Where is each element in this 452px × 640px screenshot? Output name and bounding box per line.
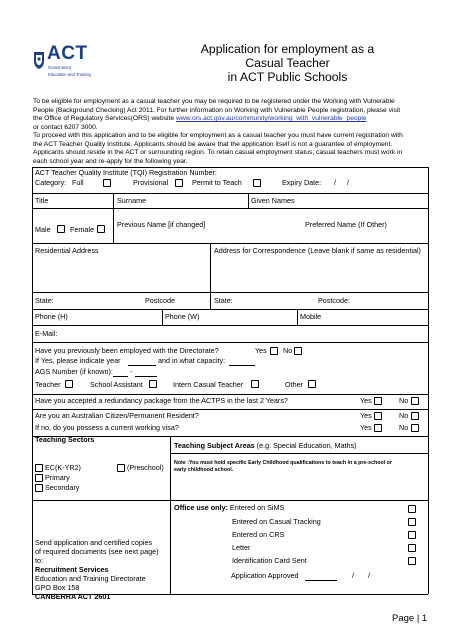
- if-yes-capacity-label: and in what capacity:: [158, 356, 226, 365]
- visa-no-checkbox[interactable]: [411, 424, 419, 432]
- visa-yes-checkbox[interactable]: [374, 424, 382, 432]
- intro-p1-line1: To be eligible for employment as a casual teacher you may be required to be registered under the Working with Vulnerable: [33, 98, 395, 105]
- citizen-question: Are you an Australian Citizen/Permanent Resident?: [35, 411, 199, 420]
- redundancy-yes-checkbox[interactable]: [374, 397, 382, 405]
- previous-employment-yes-label: Yes: [255, 346, 267, 355]
- role-other-checkbox[interactable]: [308, 380, 316, 388]
- teaching-subject-areas-title: [174, 442, 357, 451]
- sector-secondary-label: Secondary: [45, 483, 80, 492]
- approved-slash-1: /: [352, 571, 354, 580]
- page-title-line-2: Casual Teacher: [245, 56, 330, 70]
- intro-p2-line4: each school year and re-apply for the following year.: [33, 157, 188, 165]
- office-sims-checkbox[interactable]: [408, 505, 416, 513]
- early-childhood-note-line2: early childhood school.: [174, 467, 234, 473]
- expiry-slash-2: /: [347, 178, 349, 187]
- office-crs-checkbox[interactable]: [408, 531, 416, 539]
- office-letter-label: Letter: [232, 543, 251, 552]
- correspondence-address-label: Address for Correspondence (Leave blank if same as residential): [214, 246, 421, 255]
- approved-date-fill-line[interactable]: [305, 580, 337, 581]
- category-label: Category:: [35, 178, 67, 187]
- ags-number-label: AGS Number (if known):: [35, 367, 113, 376]
- postcode-label: Postcode: [145, 296, 175, 305]
- if-yes-year-label: If Yes, please indicate year: [35, 356, 121, 365]
- citizen-yes-checkbox[interactable]: [374, 412, 382, 420]
- vsep-title-surname: [113, 193, 114, 243]
- state-2-label: State:: [214, 296, 233, 305]
- send-line-5: Education and Training Directorate: [35, 574, 146, 583]
- redundancy-yes-label: Yes: [360, 396, 372, 405]
- intro-p2-line3: Applicants should reside in the ACT or surrounding region. To retain casual employment status, casual teachers must work in: [33, 149, 403, 156]
- role-school-assistant-checkbox[interactable]: [149, 380, 157, 388]
- role-teacher-checkbox[interactable]: [65, 380, 73, 388]
- role-teacher-label: Teacher: [35, 380, 61, 389]
- office-use-sims-row: [174, 504, 284, 513]
- vsep-phone-2: [297, 309, 298, 325]
- year-fill-line[interactable]: [128, 365, 156, 366]
- send-line-2: of required documents (see next page): [35, 547, 159, 556]
- role-intern-checkbox[interactable]: [251, 380, 259, 388]
- logo-line-government: Government: [48, 65, 72, 70]
- rule-after-employment: [32, 394, 428, 395]
- sector-ec-checkbox[interactable]: [35, 464, 43, 472]
- rule-after-state: [32, 309, 428, 310]
- intro-p1-line3-text: the Office of Regulatory Services(ORS) website: [33, 115, 176, 122]
- tqi-label: ACT Teacher Quality Institute (TQI) Registration Number:: [35, 168, 217, 177]
- teaching-sectors-title: Teaching Sectors: [35, 435, 95, 444]
- capacity-fill-line[interactable]: [229, 365, 255, 366]
- citizen-no-checkbox[interactable]: [411, 412, 419, 420]
- female-label: Female: [70, 225, 94, 234]
- redundancy-no-label: No: [399, 396, 409, 405]
- given-names-field-label: Given Names: [251, 196, 295, 205]
- office-casual-tracking-checkbox[interactable]: [408, 518, 416, 526]
- phone-home-label: Phone (H): [35, 312, 68, 321]
- form-border-right: [428, 167, 429, 594]
- subject-areas-label: Teaching Subject Areas: [174, 441, 255, 450]
- rule-after-names: [32, 243, 428, 244]
- category-permit-checkbox[interactable]: [253, 179, 261, 187]
- visa-yes-label: Yes: [360, 423, 372, 432]
- sector-preschool-checkbox[interactable]: [117, 464, 125, 472]
- office-use-title: Office use only:: [174, 503, 228, 512]
- office-approved-label: Application Approved: [231, 571, 299, 580]
- category-permit-label: Permit to Teach: [192, 178, 242, 187]
- intro-p1-line4: or contact 6207 3000.: [33, 123, 98, 131]
- rule-after-tqi: [32, 193, 428, 194]
- intro-p2-line1: To proceed with this application and to be eligible for employment as a casual teacher you must have current registration with: [33, 132, 403, 139]
- intro-p2-line2: the ACT Teacher Quality Institute. Applicants should be aware that the application itself is not a guarantee of employment.: [33, 140, 393, 148]
- category-provisional-checkbox[interactable]: [175, 179, 183, 187]
- residential-address-label: Residential Address: [35, 246, 99, 255]
- vsep-address: [210, 243, 211, 309]
- office-id-card-checkbox[interactable]: [408, 557, 416, 565]
- email-label: E-Mail:: [35, 329, 58, 338]
- surname-field-label: Surname: [117, 196, 147, 205]
- office-id-card-label: Identification Card Sent: [232, 556, 307, 565]
- female-checkbox[interactable]: [97, 225, 105, 233]
- sector-secondary-checkbox[interactable]: [35, 484, 43, 492]
- form-border-left: [32, 167, 33, 594]
- send-line-3: to:: [35, 556, 43, 565]
- citizen-no-label: No: [399, 411, 409, 420]
- role-intern-label: Intern Casual Teacher: [173, 380, 244, 389]
- phone-work-label: Phone (W): [165, 312, 200, 321]
- logo-line-education: Education and Training: [48, 72, 91, 77]
- ors-website-link[interactable]: www.ors.act.gov.au/community/working_with_vulnerable_people: [175, 115, 367, 122]
- redundancy-question: Have you accepted a redundancy package from the ACTPS in the last 2 Years?: [35, 396, 288, 405]
- expiry-slash-1: /: [334, 178, 336, 187]
- subject-areas-hint: (e.g. Special Education, Maths): [254, 441, 357, 450]
- category-provisional-label: Provisional: [133, 178, 169, 187]
- previous-employment-no-label: No: [283, 346, 293, 355]
- rule-after-address: [32, 292, 428, 293]
- sector-primary-checkbox[interactable]: [35, 474, 43, 482]
- sector-primary-label: Primary: [45, 473, 70, 482]
- approved-slash-2: /: [368, 571, 370, 580]
- office-sims-label: Entered on SiMS: [227, 503, 285, 512]
- office-casual-tracking-label: Entered on Casual Tracking: [232, 517, 321, 526]
- visa-question: If no, do you possess a current working visa?: [35, 423, 179, 432]
- redundancy-no-checkbox[interactable]: [411, 397, 419, 405]
- page-title-line-3: in ACT Public Schools: [227, 70, 348, 84]
- male-checkbox[interactable]: [57, 225, 65, 233]
- visa-no-label: No: [399, 423, 409, 432]
- male-label: Male: [35, 225, 51, 234]
- rule-after-title: [32, 208, 428, 209]
- vsep-surname-given: [248, 193, 249, 208]
- previous-employment-no-checkbox[interactable]: [294, 347, 302, 355]
- rule-after-email: [32, 342, 428, 343]
- previous-name-label: Previous Name [if changed]: [117, 220, 206, 229]
- intro-p1-line3: [33, 115, 367, 124]
- title-field-label: Title: [35, 196, 49, 205]
- expiry-date-label: Expiry Date:: [282, 178, 322, 187]
- role-school-assistant-label: School Assistant: [90, 380, 143, 389]
- ags-fill-line-1[interactable]: [113, 376, 128, 377]
- rule-after-redundancy: [32, 409, 428, 410]
- send-line-6: GPO Box 158: [35, 583, 80, 592]
- state-label: State:: [35, 296, 54, 305]
- vsep-phone-1: [162, 309, 163, 325]
- act-crest-icon: [33, 50, 45, 70]
- send-line-4: Recruitment Services: [35, 565, 109, 574]
- ags-fill-line-2[interactable]: [135, 376, 157, 377]
- logo-wordmark: ACT: [47, 43, 88, 64]
- office-letter-checkbox[interactable]: [408, 544, 416, 552]
- rule-after-phone: [32, 325, 428, 326]
- sector-ec-label: EC(K-YR2): [45, 463, 81, 472]
- category-full-label: Full: [72, 178, 84, 187]
- page-number: Page | 1: [392, 613, 428, 624]
- sector-preschool-label: (Preschool): [127, 463, 164, 472]
- role-other-label: Other: [285, 380, 303, 389]
- send-line-1: Send application and certified copies: [35, 538, 153, 547]
- rule-after-sectors: [32, 500, 428, 501]
- act-logo: [33, 43, 103, 82]
- mobile-label: Mobile: [300, 312, 322, 321]
- vsep-sectors: [170, 436, 171, 594]
- early-childhood-note-line1: Note :You must hold specific Early Childhood qualifications to teach in a pre-school or: [174, 460, 392, 466]
- previous-employment-question: Have you previously been employed with the Directorate?: [35, 346, 219, 355]
- category-full-checkbox[interactable]: [103, 179, 111, 187]
- postcode-2-label: Postcode:: [318, 296, 350, 305]
- office-crs-label: Entered on CRS: [232, 530, 285, 539]
- ags-dash: -: [130, 367, 133, 376]
- page-title-line-1: Application for employment as a: [200, 42, 375, 56]
- preferred-name-label: Preferred Name (If Other): [305, 220, 387, 229]
- previous-employment-yes-checkbox[interactable]: [270, 347, 278, 355]
- citizen-yes-label: Yes: [360, 411, 372, 420]
- rule-subject-sep: [170, 453, 428, 454]
- send-line-7: CANBERRA ACT 2601: [35, 592, 111, 601]
- intro-p1-line2: People (Background Checking) Act 2011. For further information on Working with Vulnerable People registration, please visit: [33, 106, 401, 114]
